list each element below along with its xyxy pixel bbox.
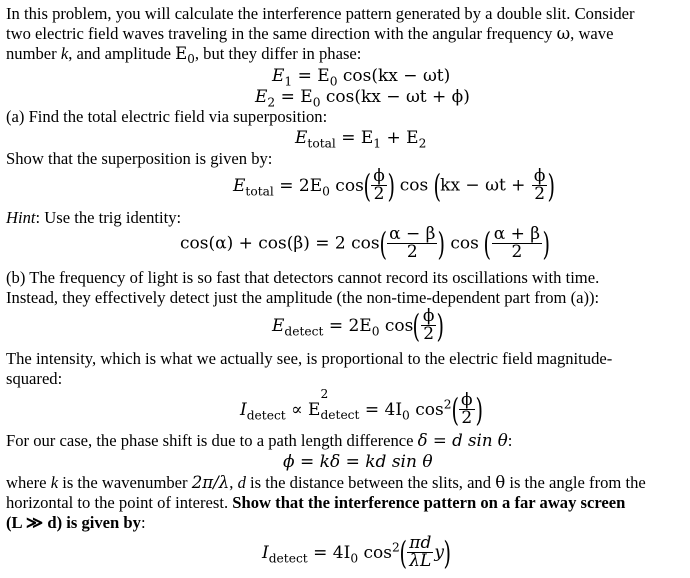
intro-line-1: In this problem, you will calculate the interference pattern generated by a double slit. Consider — [6, 4, 635, 23]
part-a-label: (a) Find the total electric field via superposition: — [6, 107, 328, 126]
equation-e2: $E_2 = E_0$ cos(kx − ωt + ϕ) — [255, 87, 470, 110]
show-superposition-text: Show that the superposition is given by: — [6, 149, 273, 168]
where-line-1: where k is the wavenumber 2π/λ, d is the distance between the slits, and θ is the angle from the — [6, 473, 646, 492]
intro-line-2: two electric field waves traveling in the same direction with the angular frequency ω, wave — [6, 24, 614, 43]
equation-total-field: $E_{total} = 2E_0$ cos( $\frac{\phi}{2}$ ) cos (kx − ωt + $\frac{\phi}{2}$ ) — [233, 166, 556, 205]
part-b-line-1: (b) The frequency of light is so fast that detectors cannot record its oscillations with time. — [6, 268, 600, 287]
equation-final-pattern: $I_{detect} = 4I_0$ $\cos^2$( $\frac{\pi d}{\lambda L}$ y) — [262, 533, 451, 572]
equation-superposition: $E_{total} = E_1 + E_2$ — [295, 128, 427, 151]
equation-phase: ϕ = kδ = kd sin θ — [283, 452, 433, 472]
intensity-line-2: squared: — [6, 369, 63, 388]
hint-text: Hint: Use the trig identity: — [6, 208, 182, 227]
path-difference-text: For our case, the phase shift is due to a path length difference δ = d sin θ: — [6, 431, 513, 450]
equation-e-detect: $E_{detect} = 2E_0$ cos( $\frac{\phi}{2}$ ) — [272, 306, 445, 345]
intensity-line-1: The intensity, which is what we actually see, is proportional to the electric field magnitude- — [6, 349, 613, 368]
equation-intensity: $I_{detect} \propto E$ 2 $_{detect} = 4I_0$ $\cos^2$( $\frac{\phi}{2}$ ) — [240, 386, 483, 429]
intro-line-3: number k, and amplitude $E_0$, but they differ in phase: — [6, 44, 362, 67]
where-line-3: (L ≫ d) is given by: — [6, 513, 146, 532]
equation-trig-identity: cos(α) + cos(β) = 2 cos( $\frac{\alpha - \beta}{2}$ ) cos ( $\frac{\alpha + \beta}{2}$ ) — [180, 224, 551, 263]
where-line-2: horizontal to the point of interest. Show that the interference pattern on a far away screen — [6, 493, 626, 512]
part-b-line-2: Instead, they effectively detect just the amplitude (the non-time-dependent part from (a)): — [6, 288, 600, 307]
equation-e1: $E_1 = E_0$ cos(kx − ωt) — [272, 66, 451, 89]
